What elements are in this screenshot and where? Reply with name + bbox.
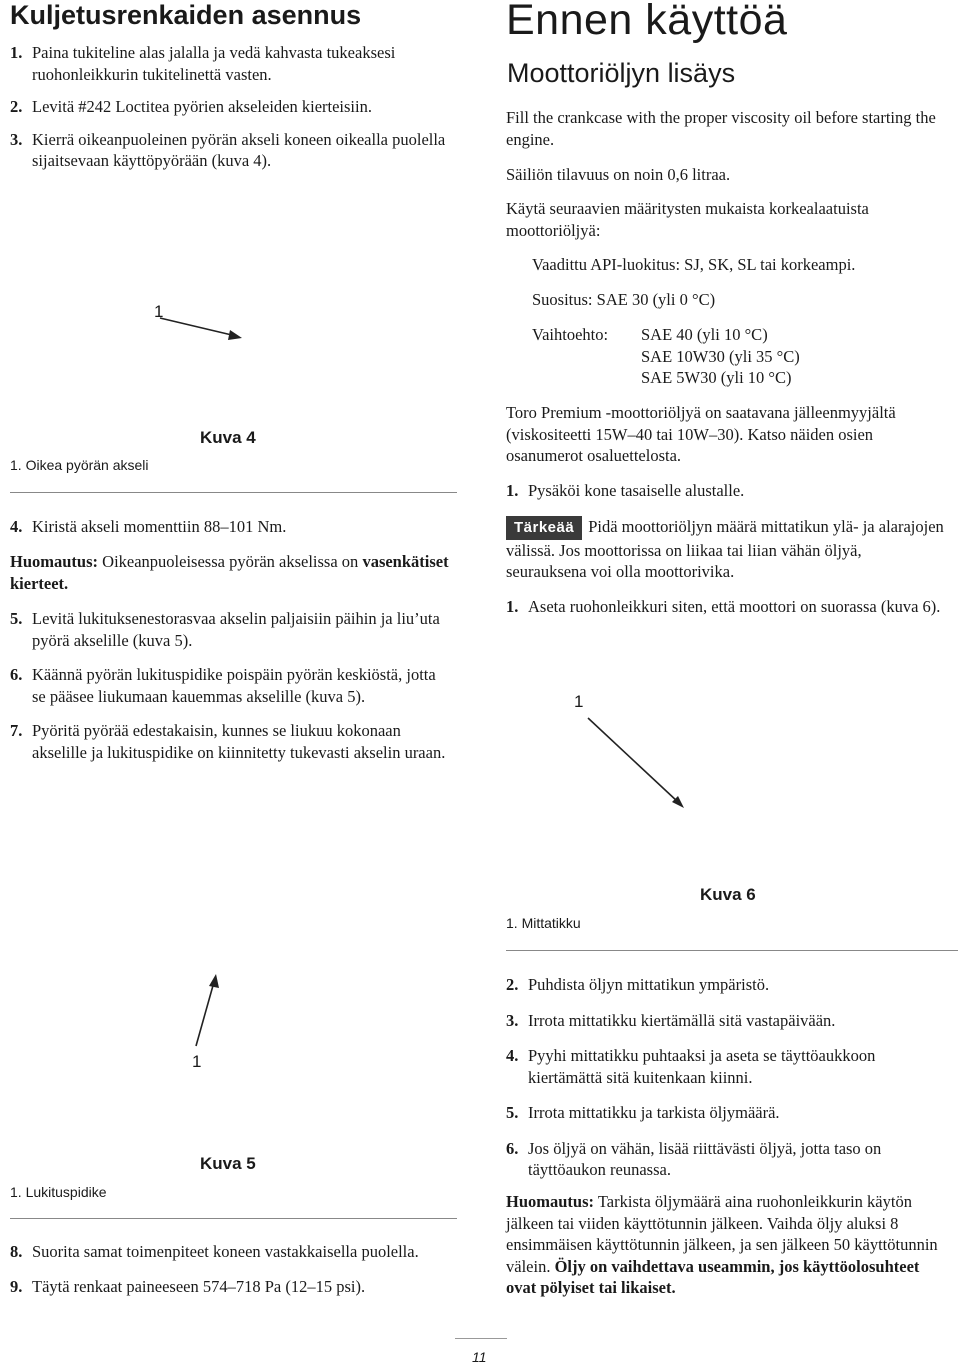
list-item: 2. Levitä #242 Loctitea pyörien akseleiden kierteisiin. [10, 97, 372, 116]
list-item: 2. Puhdista öljyn mittatikun ympäristö. [506, 975, 770, 994]
list-item: 3. Kierrä oikeanpuoleinen pyörän akseli koneen oikealla puolella sijaitsevaan käyttöpyörään (kuva 4). [10, 129, 446, 170]
fig4-callout: 1 [154, 302, 164, 321]
fig4-legend: 1. Oikea pyörän akseli [10, 457, 149, 473]
fig5-caption: Kuva 5 [200, 1154, 256, 1173]
fig6-callout: 1 [574, 692, 584, 711]
fig5-callout: 1 [192, 1052, 202, 1071]
footer-rule [455, 1338, 507, 1339]
list-item: 7. Pyöritä pyörää edestakaisin, kunnes se liukuu kokonaan akselille ja lukituspidike on kiinnitetty tukevasti akselin uraan. [10, 721, 446, 762]
fig4-caption: Kuva 4 [200, 428, 256, 447]
step-1-position [506, 596, 946, 618]
steps-list-c [10, 1241, 450, 1297]
spec-alt-value: SAE 10W30 (yli 35 °C) [641, 346, 800, 366]
divider [10, 1218, 457, 1219]
fig4-leader-arrow [158, 310, 248, 344]
list-item: 9. Täytä renkaat paineeseen 574–718 Pa (12–15 psi). [10, 1276, 366, 1296]
important-notice: Tärkeää Pidä moottoriöljyn määrä mittatikun ylä- ja alarajojen välissä. Jos moottorissa on liikaa tai liian vähän öljyä, seurauksena voi olla moottorivika. [506, 517, 944, 581]
fig5-legend: 1. Lukituspidike [10, 1184, 107, 1200]
list-item: 4. Kiristä akseli momenttiin 88–101 Nm. [10, 517, 287, 536]
divider [506, 950, 958, 951]
section-title-left: Kuljetusrenkaiden asennus [10, 0, 362, 30]
list-item: 5. Levitä lukituksenestorasvaa akselin paljaisiin päihin ja liu’uta pyörä akselille (kuva 5). [10, 609, 440, 650]
steps-list-right [506, 974, 946, 1181]
spec-api: Vaadittu API-luokitus: SJ, SK, SL tai korkeampi. [532, 255, 856, 274]
list-item: 6. Jos öljyä on vähän, lisää riittävästi öljyä, jotta taso on täyttöaukon reunassa. [506, 1138, 882, 1179]
list-item: 1. Pysäköi kone tasaiselle alustalle. [506, 481, 745, 500]
spec-alt-label: Vaihtoehto: [532, 325, 609, 344]
section-title-right: Ennen käyttöä [506, 0, 788, 44]
paragraph: Fill the crankcase with the proper viscosity oil before starting the engine. [506, 108, 936, 149]
fig5-leader-arrow [190, 970, 230, 1050]
spec-alt-value: SAE 40 (yli 10 °C) [641, 325, 768, 344]
page-number: 11 [472, 1349, 487, 1365]
note-1: Huomautus: Oikeanpuoleisessa pyörän akselissa on vasenkätiset kierteet. [10, 552, 449, 593]
spec-recommendation: Suositus: SAE 30 (yli 0 °C) [532, 290, 716, 309]
divider [10, 492, 457, 493]
step-4 [10, 516, 450, 538]
section-subtitle: Moottoriöljyn lisäys [507, 58, 736, 88]
spec-alt-values [641, 324, 941, 389]
list-item: 5. Irrota mittatikku ja tarkista öljymäärä. [506, 1103, 780, 1122]
fig6-legend: 1. Mittatikku [506, 915, 581, 931]
fig6-caption: Kuva 6 [700, 885, 756, 904]
paragraph: Säiliön tilavuus on noin 0,6 litraa. [506, 165, 731, 184]
paragraph: Käytä seuraavien määritysten mukaista korkealaatuista moottoriöljyä: [506, 199, 869, 240]
note-2: Huomautus: Tarkista öljymäärä aina ruohonleikkurin käytön jälkeen tai viiden käyttötunnin jälkeen. Vaihda öljy aluksi 8 ensimmäisen käyttötunnin jälkeen, ja sen jälkeen 50 käyttötunnin välein. Öljy on vaihdettava useammin, jos käyttöolosuhteet ovat pölyiset tai likaiset. [506, 1192, 938, 1297]
list-item: 8. Suorita samat toimenpiteet koneen vastakkaisella puolella. [10, 1242, 419, 1261]
spec-alt-value: SAE 5W30 (yli 10 °C) [641, 368, 792, 387]
list-item: 6. Käännä pyörän lukituspidike poispäin pyörän keskiöstä, jotta se pääsee liukumaan kauemmas akselille (kuva 5). [10, 665, 436, 706]
list-item: 3. Irrota mittatikku kiertämällä sitä vastapäivään. [506, 1010, 836, 1030]
fig6-leader-arrow [586, 716, 696, 816]
list-item: 1. Paina tukiteline alas jalalla ja vedä kahvasta tukeaksesi ruohonleikkurin tukitelinettä vasten. [10, 43, 396, 84]
steps-list-a [10, 42, 450, 172]
list-item: 1. Aseta ruohonleikkuri siten, että moottori on suorassa (kuva 6). [506, 597, 941, 616]
paragraph: Toro Premium -moottoriöljyä on saatavana jälleenmyyjältä (viskositeetti 15W–40 tai 10W–30). Katso näiden osien osanumerot osaluettelosta. [506, 403, 896, 465]
steps-list-b [10, 608, 450, 763]
list-item: 4. Pyyhi mittatikku puhtaaksi ja aseta se täyttöaukkoon kiertämättä sitä kuitenkaan kiinni. [506, 1046, 876, 1087]
step-1-park [506, 480, 946, 502]
important-badge: Tärkeää [506, 516, 582, 540]
